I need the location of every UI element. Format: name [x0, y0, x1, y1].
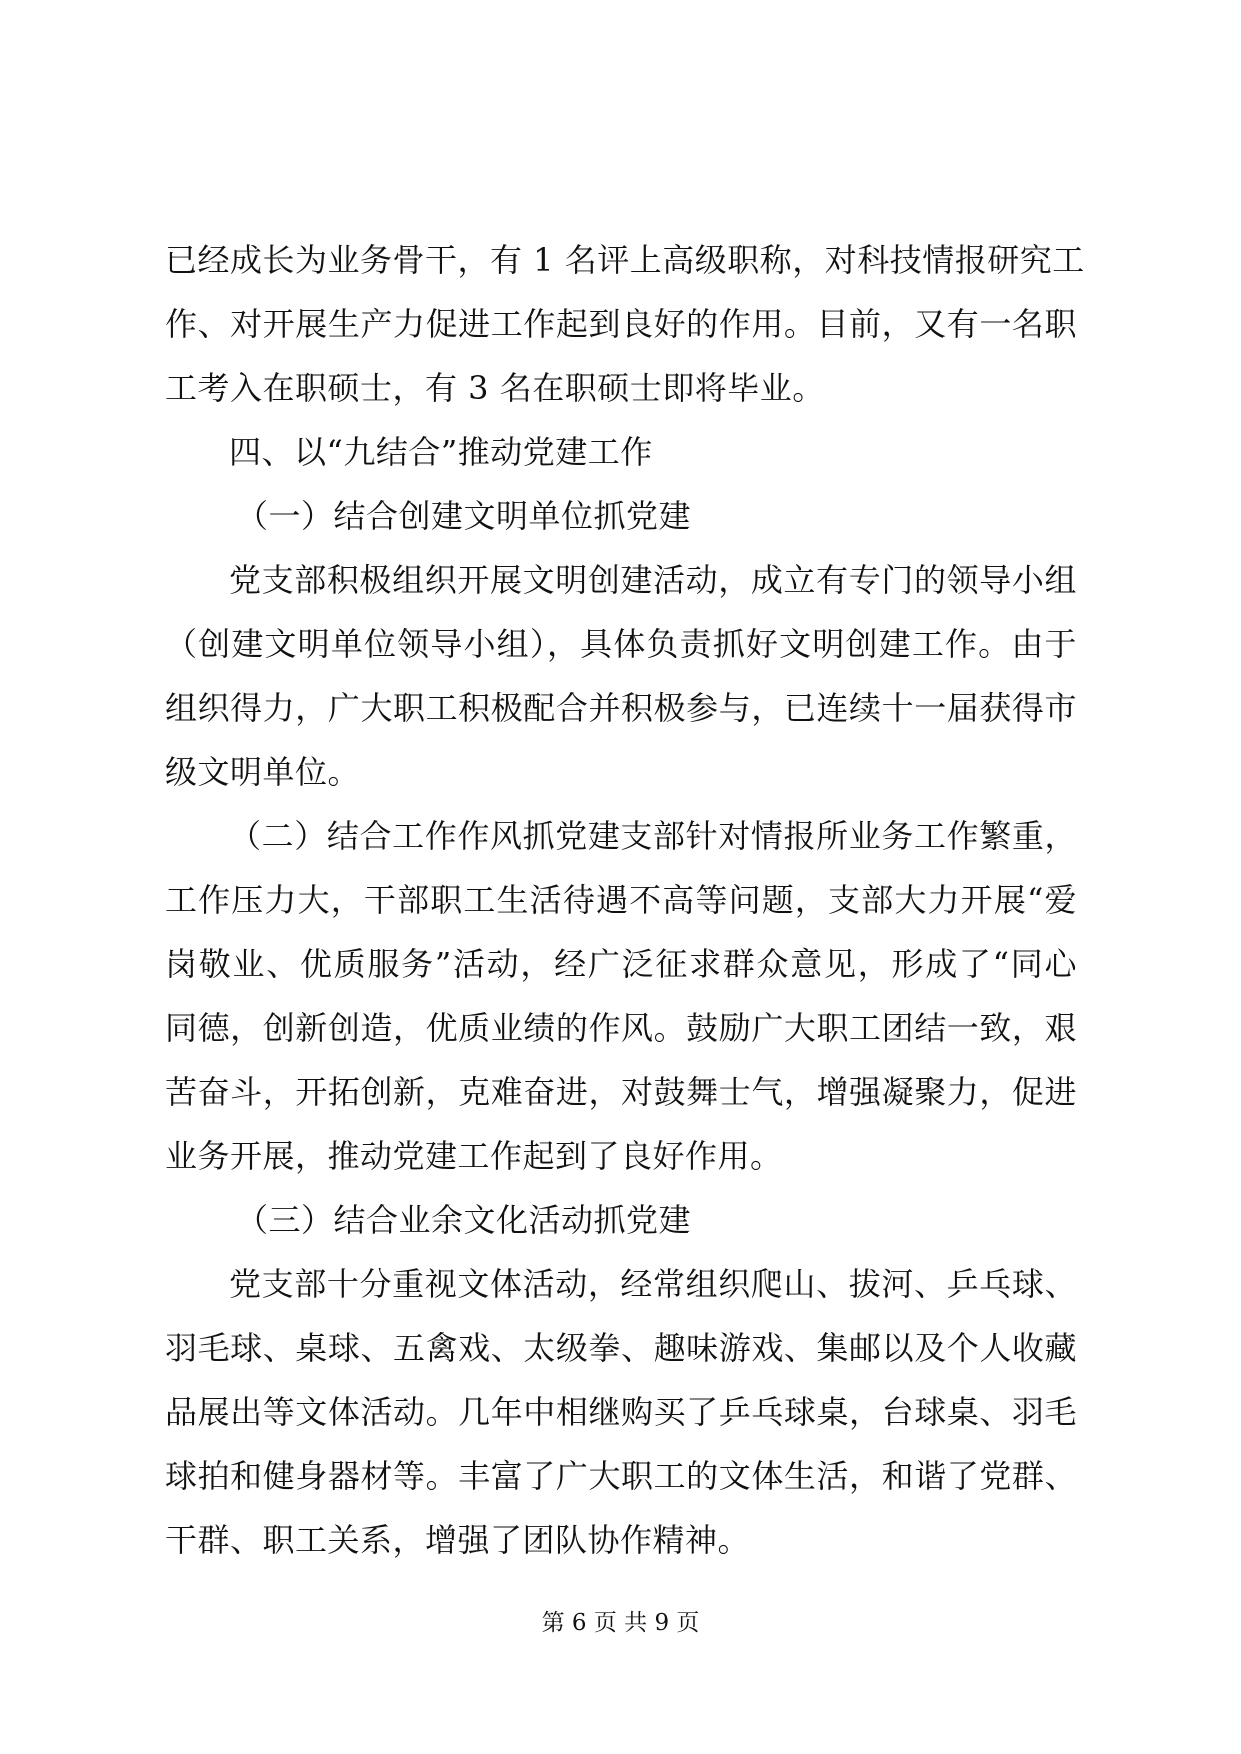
text-line-8: 组织得力，广大职工积极配合并积极参与，已连续十一届获得市 — [165, 689, 1077, 727]
text-line-1: 已经成长为业务骨干，有 1 名评上高级职称，对科技情报研究工 — [165, 241, 1085, 279]
text-line-2: 作、对开展生产力促进工作起到良好的作用。目前，又有一名职 — [165, 305, 1077, 343]
subheading-two-paragraph: （二）结合工作作风抓党建支部针对情报所业务工作繁重， — [229, 817, 1077, 855]
document-body — [165, 228, 1085, 1572]
text-line-20: 球拍和健身器材等。丰富了广大职工的文体生活，和谐了党群、 — [165, 1457, 1077, 1495]
text-line-3: 工考入在职硕士，有 3 名在职硕士即将毕业。 — [165, 369, 825, 407]
text-line-11: 工作压力大，干部职工生活待遇不高等问题，支部大力开展“爱 — [165, 881, 1077, 919]
text-line-21: 干群、职工关系，增强了团队协作精神。 — [165, 1521, 751, 1559]
text-line-14: 苦奋斗，开拓创新，克难奋进，对鼓舞士气，增强凝聚力，促进 — [165, 1073, 1077, 1111]
text-line-7: （创建文明单位领导小组），具体负责抓好文明创建工作。由于 — [165, 625, 1077, 663]
text-line-17: 党支部十分重视文体活动，经常组织爬山、拔河、乒乓球、 — [229, 1265, 1077, 1303]
text-line-9: 级文明单位。 — [165, 753, 361, 791]
text-line-15: 业务开展，推动党建工作起到了良好作用。 — [165, 1137, 783, 1175]
text-line-18: 羽毛球、桌球、五禽戏、太级拳、趣味游戏、集邮以及个人收藏 — [165, 1329, 1077, 1367]
page-number-footer: 第 6 页 共 9 页 — [541, 1610, 700, 1636]
text-line-13: 同德，创新创造，优质业绩的作风。鼓励广大职工团结一致，艰 — [165, 1009, 1077, 1047]
text-line-12: 岗敬业、优质服务”活动，经广泛征求群众意见，形成了“同心 — [165, 945, 1077, 983]
subheading-one: （一）结合创建文明单位抓党建 — [236, 497, 692, 535]
subheading-three: （三）结合业余文化活动抓党建 — [236, 1201, 692, 1239]
text-line-19: 品展出等文体活动。几年中相继购买了乒乓球桌，台球桌、羽毛 — [165, 1393, 1077, 1431]
text-line-6: 党支部积极组织开展文明创建活动，成立有专门的领导小组 — [229, 561, 1077, 599]
section-heading-four: 四、以“九结合”推动党建工作 — [229, 433, 653, 471]
